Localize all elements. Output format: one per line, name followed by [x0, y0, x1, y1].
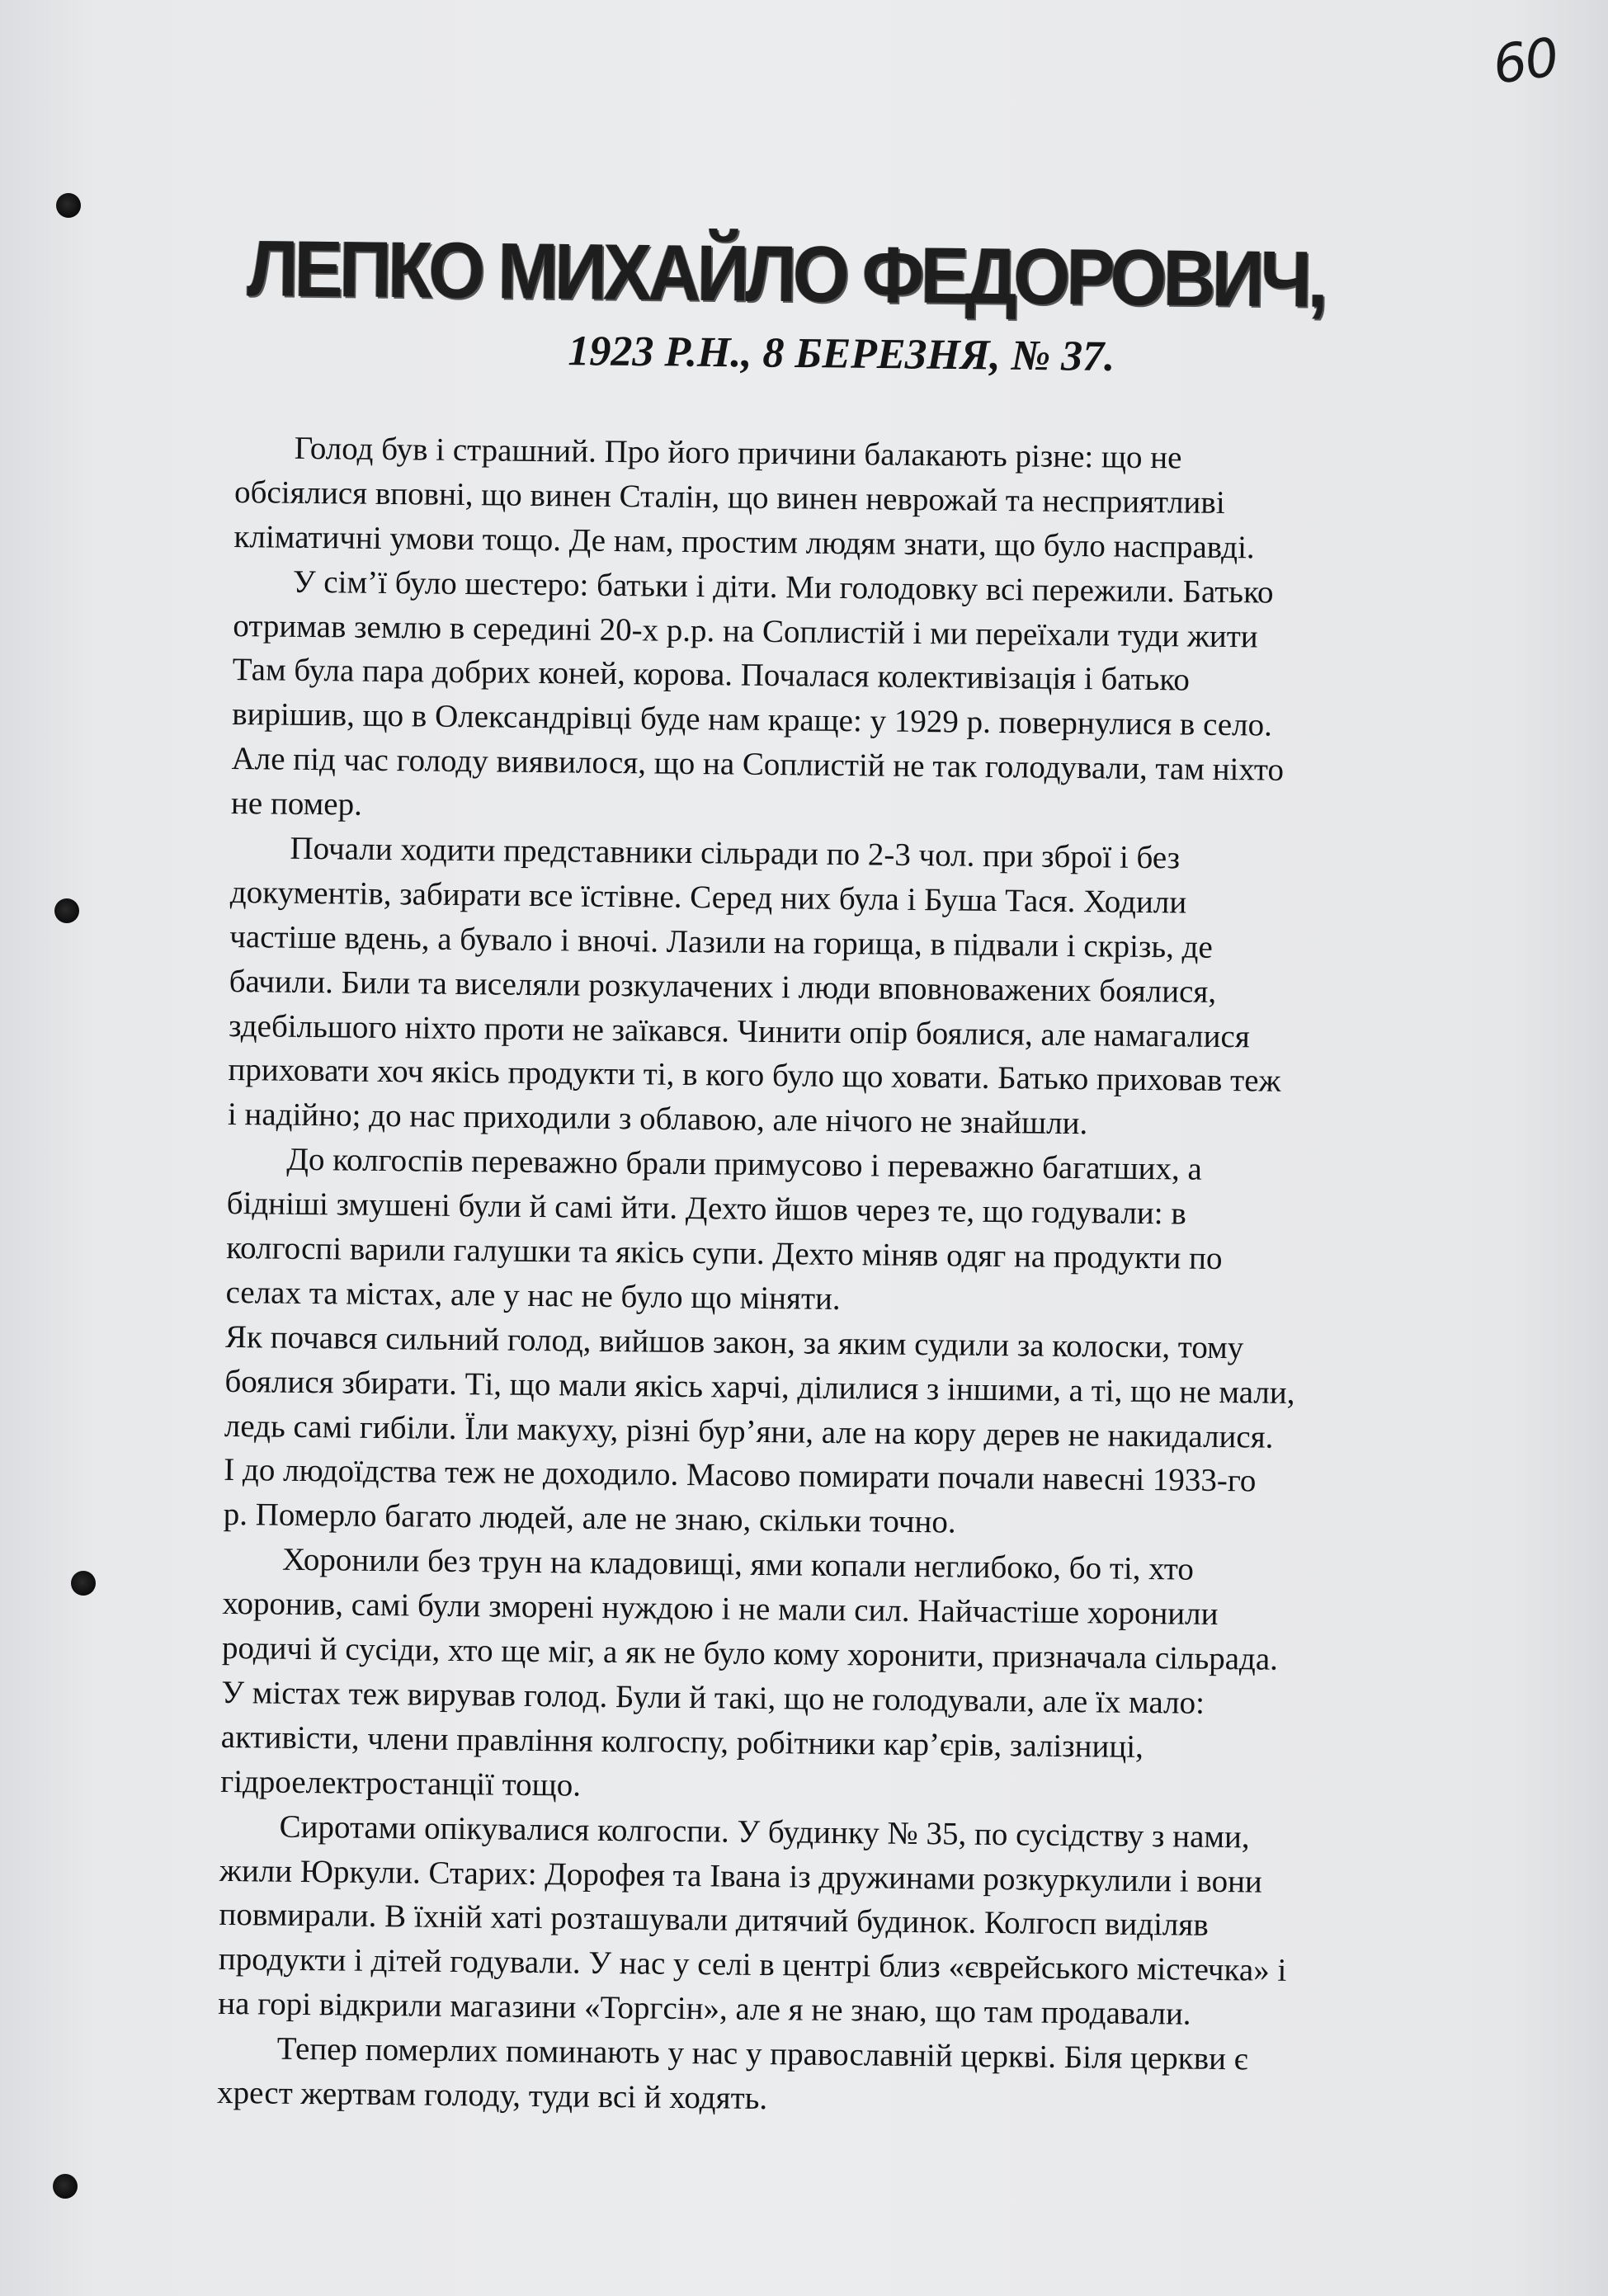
text-line: колгоспі варили галушки та якісь супи. Дехто міняв одяг на продукти по: [225, 1229, 1223, 1277]
text-line: Але під час голоду виявилося, що на Соплистій не так голодували, там ніхто: [231, 741, 1285, 789]
text-line: родичі й сусіди, хто ще міг, а як не було кому хоронити, призначала сільрада.: [221, 1629, 1279, 1677]
text-line: ледь самі гибіли. Їли макуху, різні бур’яни, але на кору дерев не накидалися.: [224, 1407, 1274, 1455]
text-line: кліматичні умови тощо. Де нам, простим людям знати, що було насправді.: [233, 518, 1255, 566]
page-title: ЛЕПКО МИХАЙЛО ФЕДОРОВИЧ,: [246, 224, 1325, 324]
text-line: активісти, члени правління колгоспу, робітники кар’єрів, залізниці,: [220, 1718, 1144, 1765]
text-line: обсіялися вповні, що винен Сталін, що винен неврожай та несприятливі: [233, 474, 1225, 521]
text-line: р. Померло багато людей, але не знаю, скільки точно.: [223, 1497, 956, 1540]
testimony-body: [217, 426, 1506, 2129]
text-line: частіше вдень, а бувало і вночі. Лазили на горища, в підвали і скрізь, де: [229, 918, 1214, 965]
page-subtitle: 1923 Р.Н., 8 БЕРЕЗНЯ, № 37.: [568, 328, 1115, 381]
text-line: боялися збирати. Ті, що мали якісь харчі, ділилися з іншими, а ті, що не мали,: [224, 1363, 1295, 1411]
text-line: на горі відкрили магазини «Торгсін», але я не знаю, що там продавали.: [218, 1986, 1191, 2032]
text-line: продукти і дітей годували. У нас у селі в центрі близ «єврейського містечка» і: [218, 1941, 1287, 1989]
text-line: гідроелектростанції тощо.: [219, 1763, 582, 1803]
text-line: У сім’ї було шестеро: батьки і діти. Ми голодовку всі пережили. Батько: [292, 563, 1274, 611]
punch-hole-2: [54, 898, 79, 923]
text-line: отримав землю в середині 20-х р.р. на Соплистій і ми переїхали туди жити: [233, 607, 1258, 654]
text-line: хоронив, самі були зморені нуждою і не мали сил. Найчастіше хоронили: [222, 1586, 1219, 1633]
text-line: Почали ходити представники сільради по 2-3 чол. при зброї і без: [290, 830, 1181, 876]
text-line: хрест жертвам голоду, туди всі й ходять.: [216, 2074, 768, 2117]
document-header: [246, 224, 1568, 386]
text-line: бачили. Били та виселяли розкулачених і люди вповноважених боялися,: [229, 963, 1217, 1010]
text-line: жили Юркули. Старих: Дорофея та Івана із дружинами розкуркулили і вони: [219, 1852, 1263, 1900]
punch-hole-4: [53, 2174, 78, 2199]
handwritten-page-number: 60: [1489, 26, 1562, 97]
text-line: До колгоспів переважно брали примусово і переважно багатших, а: [286, 1141, 1203, 1187]
text-line: приховати хоч якісь продукти ті, в кого було що ховати. Батько приховав теж: [228, 1052, 1281, 1100]
text-line: не помер.: [230, 785, 363, 823]
text-line: Тепер померлих поминають у нас у православній церкві. Біля церкви є: [276, 2030, 1248, 2077]
text-line: документів, забирати все їстівне. Серед них була і Буша Тася. Ходили: [229, 874, 1187, 921]
text-line: Як почався сильний голод, вийшов закон, за яким судили за колоски, тому: [224, 1318, 1244, 1366]
text-line: Голод був і страшний. Про його причини балакають різне: що не: [294, 430, 1182, 476]
text-line: здебільшого ніхто проти не заїкався. Чинити опір боялися, але намагалися: [228, 1007, 1251, 1054]
text-line: Там була пара добрих коней, корова. Почалася колективізація і батько: [232, 652, 1191, 698]
text-line: селах та містах, але у нас не було що міняти.: [225, 1274, 841, 1317]
text-line: І до людоїдства теж не доходило. Масово помирати почали навесні 1933-го: [224, 1452, 1257, 1499]
text-line: і надійно; до нас приходили з облавою, але нічого не знайшли.: [227, 1096, 1088, 1142]
text-line: Сиротами опікувалися колгоспи. У будинку № 35, по сусідству з нами,: [279, 1808, 1250, 1855]
text-line: повмирали. В їхній хаті розташували дитячий будинок. Колгосп виділяв: [219, 1897, 1209, 1944]
text-line: У містах теж вирував голод. Були й такі, що не голодували, але їх мало:: [221, 1674, 1205, 1721]
text-line: бідніші змушені були й самі йти. Дехто йшов через те, що годували: в: [226, 1186, 1187, 1232]
text-line: вирішив, що в Олександрівці буде нам краще: у 1929 р. повернулися в село.: [231, 696, 1273, 743]
punch-hole-1: [56, 193, 81, 218]
text-line: Хоронили без трун на кладовищі, ями копали неглибоко, бо ті, хто: [281, 1541, 1195, 1587]
punch-hole-3: [71, 1571, 96, 1596]
